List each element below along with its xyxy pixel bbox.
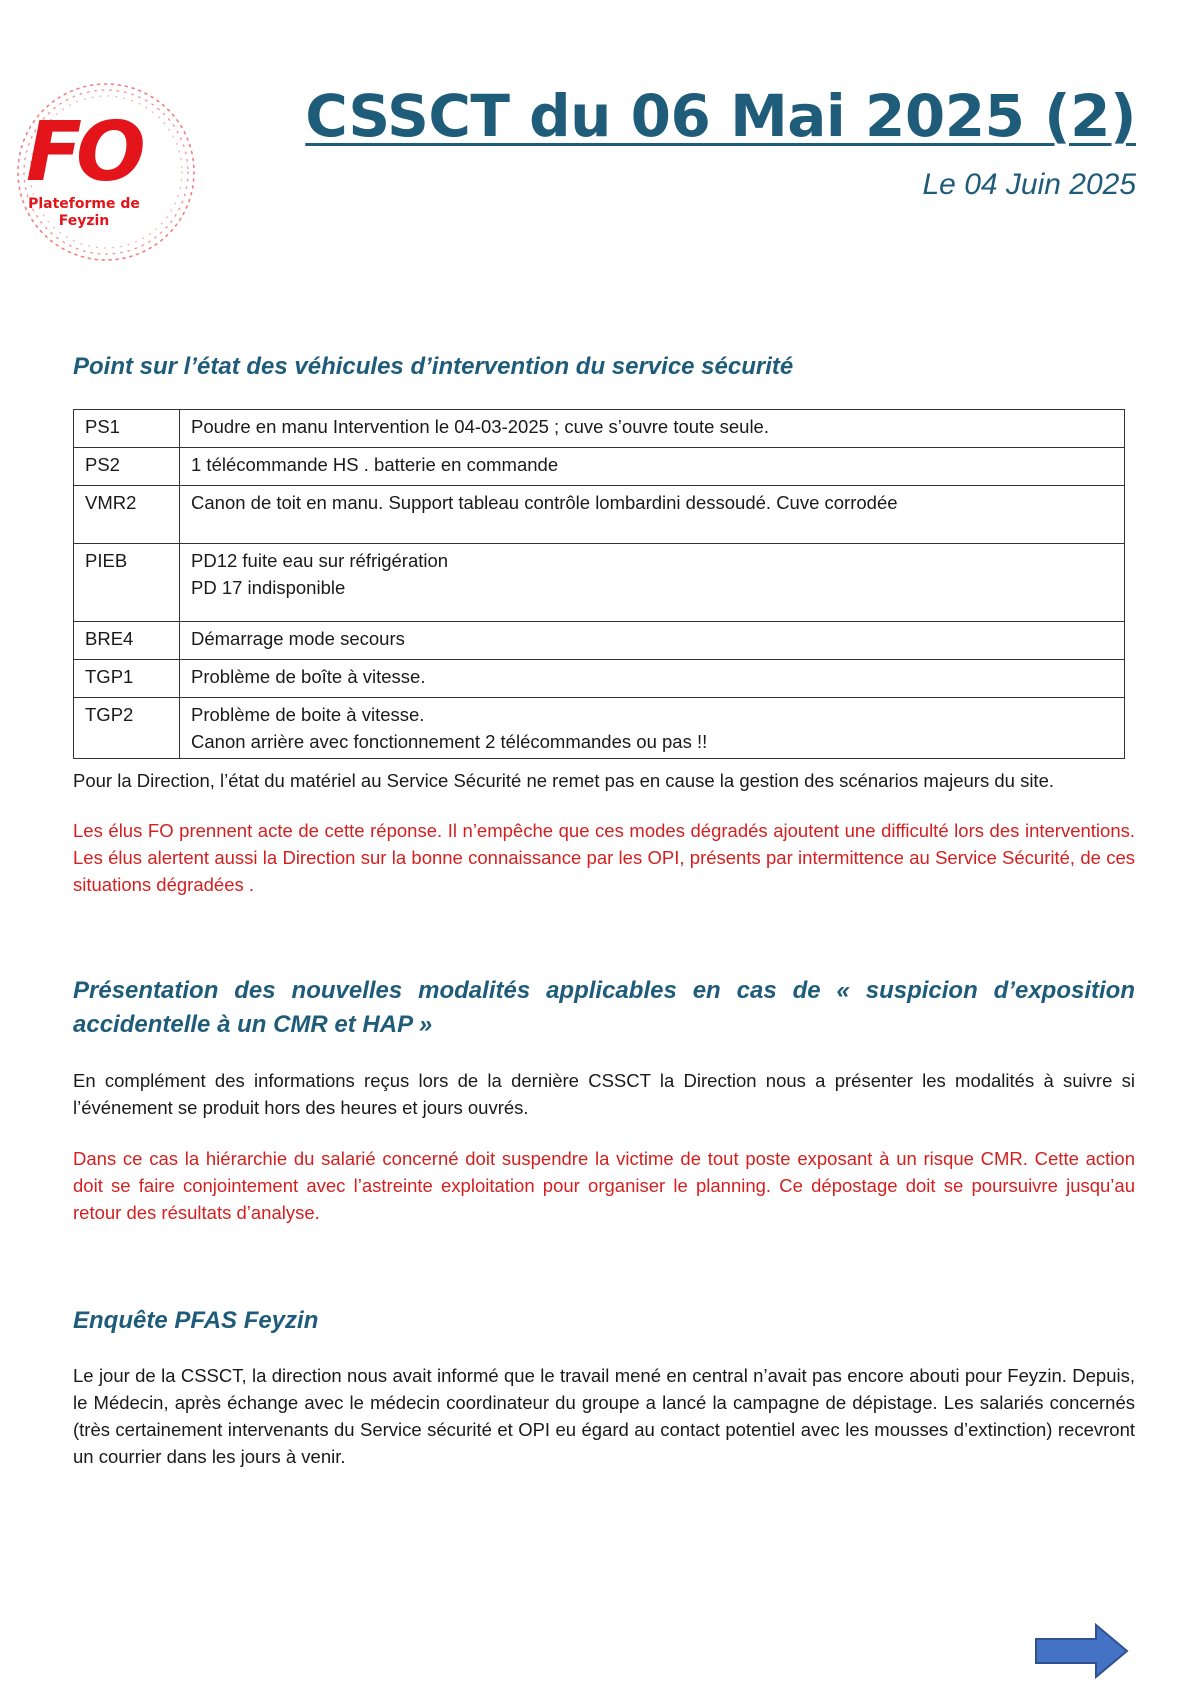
vehicle-status — [180, 698, 1125, 759]
vehicle-row — [74, 486, 1125, 544]
vehicle-status-line: Problème de boîte à vitesse. — [191, 666, 426, 687]
pfas-paragraph: Le jour de la CSSCT, la direction nous avait informé que le travail mené en central n’avait pas encore abouti pour Feyzin. Depuis, le Médecin, après échange avec le médecin coordinateur du groupe a lancé la campagne de dépistage. Les salariés concernés (très certainement intervenants du Service sécurité et OPI eu égard au contact potentiel avec les mousses d’extinction) recevront un courrier dans les jours à venir. — [73, 1365, 1135, 1467]
vehicle-status-line: PD 17 indisponible — [191, 577, 346, 598]
direction-response: Pour la Direction, l’état du matériel au Service Sécurité ne remet pas en cause la gestion des scénarios majeurs du site. — [73, 770, 1054, 791]
vehicle-row — [74, 544, 1125, 622]
vehicle-row — [74, 622, 1125, 660]
vehicle-row — [74, 448, 1125, 486]
vehicle-status — [180, 622, 1125, 660]
vehicle-status-line: Problème de boite à vitesse. — [191, 704, 425, 725]
vehicle-status — [180, 448, 1125, 486]
vehicle-code: TGP2 — [74, 698, 180, 759]
vehicle-code: PS2 — [74, 448, 180, 486]
fo-logo — [4, 72, 200, 272]
vehicles-table — [73, 409, 1125, 759]
vehicle-status-line: Canon de toit en manu. Support tableau contrôle lombardini dessoudé. Cuve corrodée — [191, 492, 898, 513]
vehicle-code: TGP1 — [74, 660, 180, 698]
cmr-red-paragraph: Dans ce cas la hiérarchie du salarié concerné doit suspendre la victime de tout poste exposant à un risque CMR. Cette action doit se faire conjointement avec l’astreinte exploitation pour organiser le planning. Ce dépostage doit se poursuivre jusqu’au retour des résultats d’analyse. — [73, 1148, 1135, 1223]
vehicle-status — [180, 660, 1125, 698]
vehicle-status — [180, 410, 1125, 448]
vehicle-status-line: PD12 fuite eau sur réfrigération — [191, 550, 449, 571]
section-title-cmr — [73, 974, 1135, 1042]
vehicle-code: BRE4 — [74, 622, 180, 660]
fo-logo-mark: FO — [26, 105, 140, 200]
vehicle-row — [74, 660, 1125, 698]
vehicle-status-line: Poudre en manu Intervention le 04-03-2025 ; cuve s’ouvre toute seule. — [191, 416, 769, 437]
right-arrow-icon[interactable] — [1034, 1622, 1130, 1680]
fo-response: Les élus FO prennent acte de cette réponse. Il n’empêche que ces modes dégradés ajoutent une difficulté lors des interventions. Les élus alertent aussi la Direction sur la bonne connaissance par les OPI, présents par intermittence au Service Sécurité, de ces situations dégradées . — [73, 820, 1135, 895]
vehicle-code: PS1 — [74, 410, 180, 448]
vehicle-code: VMR2 — [74, 486, 180, 544]
vehicle-row — [74, 698, 1125, 759]
logo-line-2: Feyzin — [58, 213, 110, 229]
section-title-cmr-line-1: Présentation des nouvelles modalités applicables en cas de « suspicion d’exposition — [73, 977, 1135, 1004]
section-title-pfas: Enquête PFAS Feyzin — [73, 1307, 319, 1334]
vehicle-row — [74, 410, 1125, 448]
document-date: Le 04 Juin 2025 — [922, 168, 1136, 201]
vehicle-status-line: Démarrage mode secours — [191, 628, 405, 649]
logo-line-1: Plateforme de — [28, 196, 140, 212]
section-title-cmr-line-2: accidentelle à un CMR et HAP » — [73, 1011, 433, 1038]
vehicle-code: PIEB — [74, 544, 180, 622]
vehicle-status-line: 1 télécommande HS . batterie en commande — [191, 454, 559, 475]
document-title: CSSCT du 06 Mai 2025 (2) — [305, 82, 1136, 150]
section-title-vehicles: Point sur l’état des véhicules d’intervention du service sécurité — [73, 353, 794, 380]
vehicle-status — [180, 544, 1125, 622]
vehicle-status — [180, 486, 1125, 544]
vehicle-status-line: Canon arrière avec fonctionnement 2 télécommandes ou pas !! — [191, 731, 708, 752]
cmr-paragraph: En complément des informations reçus lors de la dernière CSSCT la Direction nous a présenter les modalités à suivre si l’événement se produit hors des heures et jours ouvrés. — [73, 1070, 1135, 1118]
